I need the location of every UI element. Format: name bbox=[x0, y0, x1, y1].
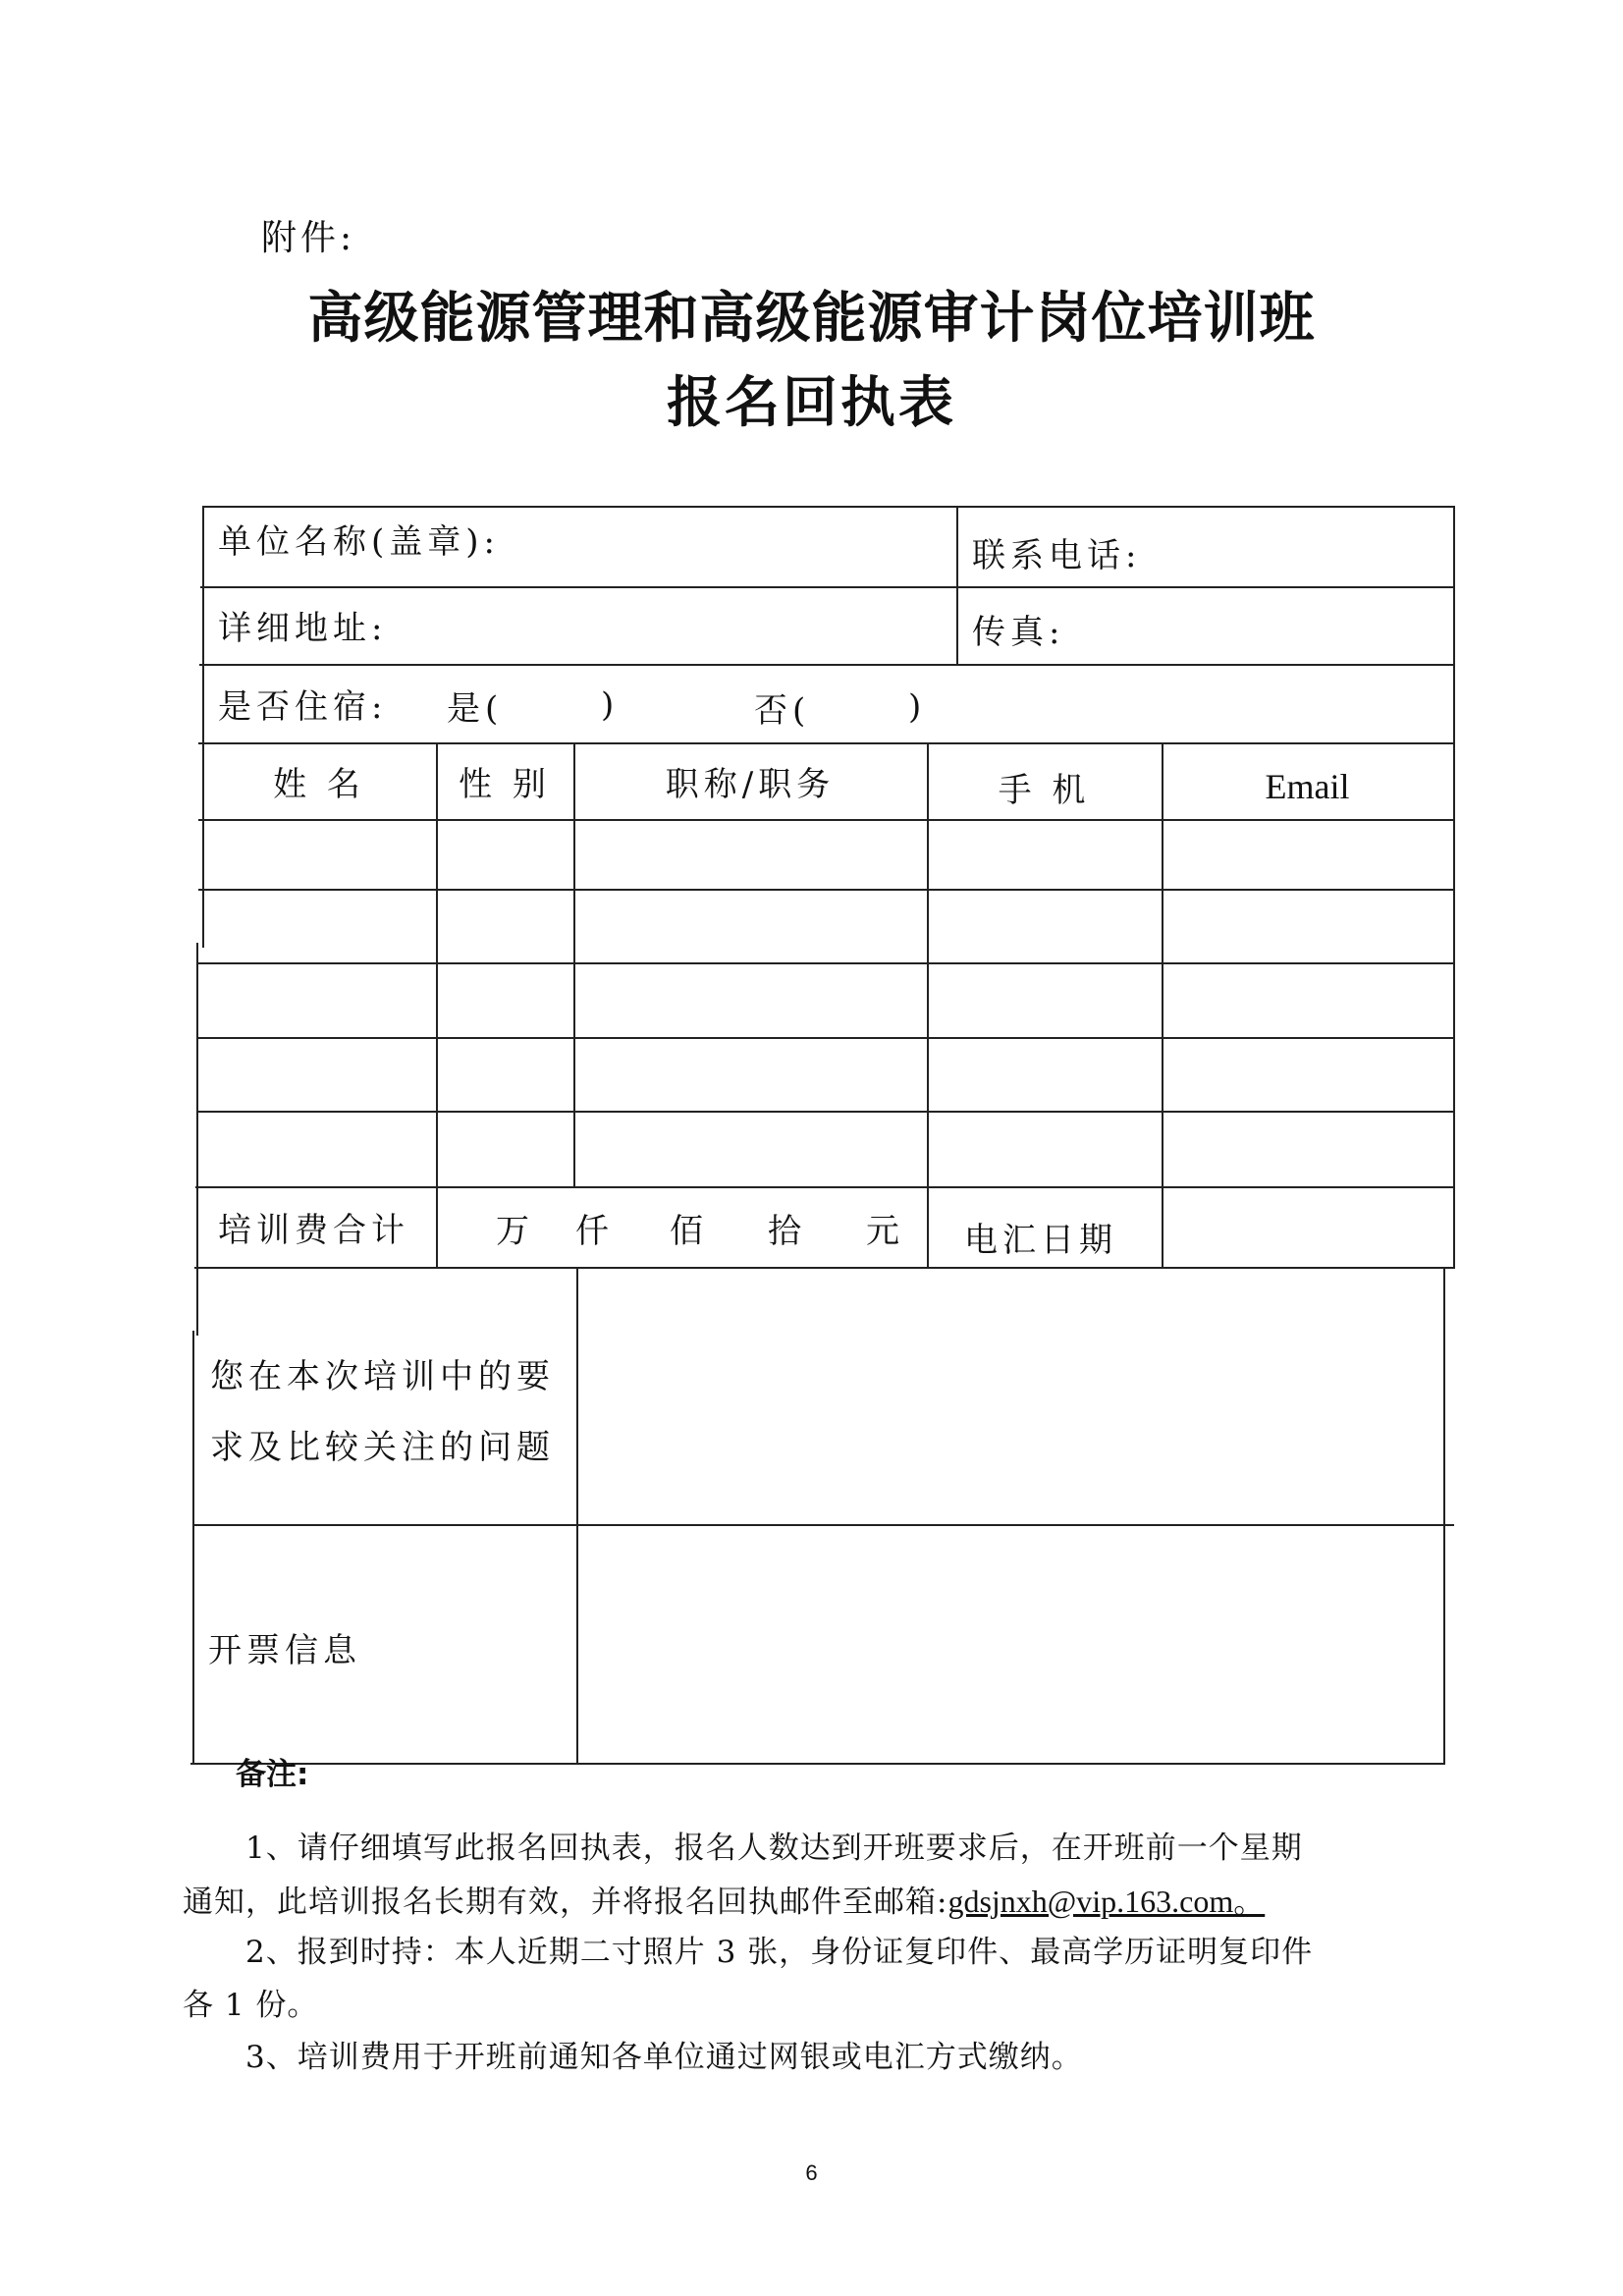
table-border-right bbox=[1443, 1267, 1445, 1765]
notes-heading: 备注: bbox=[236, 1757, 309, 1792]
table-border-right bbox=[1453, 506, 1455, 1267]
fee-unit-shi: 拾 bbox=[768, 1212, 801, 1251]
table-border-left bbox=[202, 506, 204, 948]
lodging-no-close: ) bbox=[908, 687, 927, 727]
contact-email-link[interactable]: gdsjnxh@vip.163.com。 bbox=[947, 1884, 1266, 1919]
form-title-line1: 高级能源管理和高级能源审计岗位培训班 bbox=[307, 287, 1316, 351]
fee-unit-yuan: 元 bbox=[866, 1212, 899, 1251]
phone-label: 联系电话: bbox=[972, 535, 1142, 575]
row-divider bbox=[197, 1037, 1455, 1039]
row-divider bbox=[194, 1267, 1455, 1269]
column-header-gender: 性 别 bbox=[459, 764, 551, 804]
invoice-label: 开票信息 bbox=[208, 1630, 361, 1670]
fee-unit-qian: 仟 bbox=[575, 1212, 609, 1251]
row-divider bbox=[195, 1186, 1455, 1188]
lodging-label: 是否住宿: bbox=[218, 686, 388, 727]
column-header-name: 姓 名 bbox=[273, 764, 365, 804]
address-label: 详细地址: bbox=[218, 608, 388, 648]
column-header-email: Email bbox=[1265, 767, 1350, 806]
fee-total-label: 培训费合计 bbox=[218, 1210, 409, 1250]
fax-label: 传真: bbox=[972, 612, 1065, 652]
form-title-line2: 报名回执表 bbox=[667, 371, 956, 435]
table-border-left bbox=[196, 943, 198, 1336]
concerns-label: 您在本次培训中的要求及比较关注的问题 bbox=[210, 1357, 555, 1467]
page-number: 6 bbox=[805, 2160, 818, 2185]
table-border-bottom bbox=[190, 1763, 1443, 1765]
lodging-yes-option: 是( bbox=[447, 688, 504, 729]
fee-unit-bai: 佰 bbox=[670, 1212, 703, 1251]
column-header-mobile: 手 机 bbox=[998, 770, 1091, 810]
fee-unit-wan: 万 bbox=[496, 1212, 529, 1251]
attachment-label: 附件: bbox=[261, 218, 356, 258]
column-divider bbox=[956, 506, 958, 664]
column-divider bbox=[576, 1267, 578, 1765]
column-header-title: 职称/职务 bbox=[665, 764, 836, 804]
note-item-1-text: 1、请仔细填写此报名回执表，报名人数达到开班要求后，在开班前一个星期通知，此培训报名长期有效，并将报名回执邮件至邮箱: bbox=[183, 1831, 1303, 1920]
row-divider bbox=[193, 1524, 1454, 1526]
lodging-yes-close: ) bbox=[601, 685, 620, 725]
row-divider bbox=[199, 664, 1455, 666]
row-divider bbox=[200, 586, 1455, 588]
row-divider bbox=[198, 889, 1455, 891]
wire-date-label: 电汇日期 bbox=[964, 1220, 1117, 1260]
column-divider bbox=[436, 742, 438, 1268]
table-border-top bbox=[202, 506, 1455, 508]
row-divider bbox=[196, 1111, 1455, 1113]
row-divider bbox=[198, 962, 1455, 964]
table-border-left bbox=[192, 1331, 194, 1765]
lodging-no-option: 否( bbox=[754, 690, 811, 731]
unit-name-label: 单位名称(盖章): bbox=[218, 521, 500, 562]
note-item-2: 2、报到时持：本人近期二寸照片 3 张，身份证复印件、最高学历证明复印件各 1 份。 bbox=[183, 1935, 1314, 2023]
note-item-3: 3、培训费用于开班前通知各单位通过网银或电汇方式缴纳。 bbox=[245, 2040, 1083, 2075]
note-item-1 bbox=[183, 1822, 1322, 1929]
